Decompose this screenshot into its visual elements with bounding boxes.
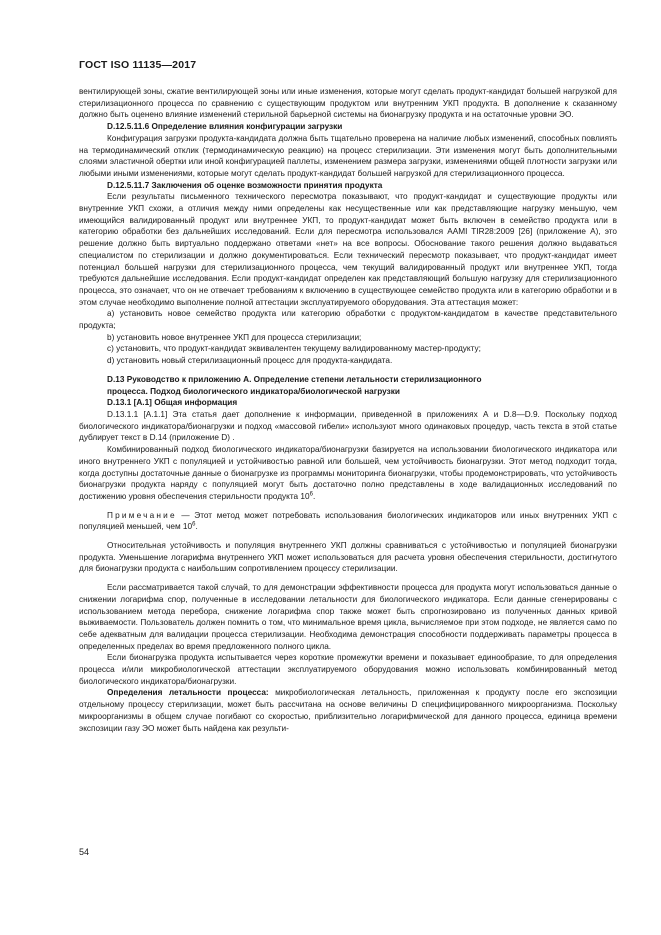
chapter-heading-line2: процесса. Подход биологического индикатора/биологической нагрузки (107, 386, 400, 396)
paragraph: D.13.1.1 [A.1.1] Эта статья дает дополнение к информации, приведенной в приложениях А и D.8—D.9. Поскольку подход биологического индикатора/бионагрузки и подход «массовой гибели» используют много одинаковых процедур, часть текста в этой статье дублирует текст в D.14 (приложение D) . (79, 409, 617, 443)
paragraph-text: микробиологическая летальность, приложенная к продукту после его экспозиции отдельному процессу стерилизации, может быть рассчитана на основе величины D специфицированного микроорганизма. Поскольку микроорганизмы в общем случае погибают со скоростью, приблизительно логарифмической для данного процесса, единица времени экспозиции газу ЭО может быть найдена как результи- (79, 688, 617, 733)
section-heading: D.12.5.11.6 Определение влияния конфигурации загрузки (107, 122, 343, 132)
paragraph (79, 687, 617, 734)
list-item: c) установить, что продукт-кандидат эквивалентен текущему валидированному мастер-продукту; (107, 344, 481, 354)
note-text: — Этот метод может потребовать использования биологических индикаторов или иных внутренних УКП с популяцией меньшей, чем 10 (79, 510, 617, 532)
list-item: а) установить новое семейство продукта или категорию обработки с продуктом-кандидатом в качестве представительного продукта; (79, 309, 617, 331)
paragraph: Если результаты письменного технического пересмотра показывают, что продукт-кандидат и существующие продукты или внутренние УКП схожи, а отличия между ними определены как несущественные или как представляющие нагрузку меньшую, чем имеющийся валидированный продукт или внутреннее УКП, то продукт-кандидат может быть включен в семейство продукта или в категорию обработки без дальнейших исследований. Если для пересмотра использовался AAMI TIR28:2009 [26] (приложение А), это решение должно быть виртуально поддержано ответами «нет» на все вопросы. Обоснование такого решения должно выдаваться специалистом по стерилизации и должно документироваться. Если технический пересмотр показывает, что продукт-кандидат имеет потенциал большей нагрузки для стерилизационного процесса, чем текущий валидированный продукт или внутреннее УКП, тогда требуются дальнейшие исследования. Если продукт-кандидат определен как представляющий большую нагрузку для стерилизационного процесса, это означает, что он не отвечает требованиям к включению в существующее семейство продукта или в категорию обработки и в этом случае необходимо выполнение полной аттестации эксплуатируемого оборудования. Эта аттестация может: (79, 192, 617, 307)
note (79, 510, 617, 533)
list-item: d) установить новый стерилизационный процесс для продукта-кандидата. (107, 356, 393, 366)
list-item: b) установить новое внутреннее УКП для процесса стерилизации; (107, 332, 362, 342)
page-number: 54 (79, 847, 90, 857)
chapter-heading-line1: D.13 Руководство к приложению А. Определение степени летальности стерилизационного (107, 374, 482, 384)
page-content (79, 86, 617, 734)
note-label: Примечание (107, 510, 177, 520)
paragraph: Относительная устойчивость и популяция внутреннего УКП должны сравниваться с устойчивостью и популяцией бионагрузки продукта. Уменьшение логарифма внутреннего УКП может использоваться для расчета уровня обеспечения стерильности, достигнутого для бионагрузки продукта с наибольшим сопротивлением процессу стерилизации. (79, 541, 617, 574)
paragraph: Если бионагрузка продукта испытывается через короткие промежутки времени и показывает единообразие, то для определения процесса и/или микробиологической аттестации эксплуатируемого оборудования можно использовать комбинированный метод биологического индикатора/бионагрузки. (79, 653, 617, 686)
note-end: . (195, 522, 198, 532)
exponent: 6 (309, 491, 313, 498)
exponent: 6 (192, 521, 196, 528)
paragraph: Если рассматривается такой случай, то для демонстрации эффективности процесса для продукта могут использоваться данные о снижении логарифма спор, полученные в исследовании летальности для биологического индикатора. Если данные сгенерированы с использованием метода перебора, снижение логарифма спор также может быть спрогнозировано из полученных данных кривой выживаемости. Пользователь должен помнить о том, что минимальное время цикла, вычисляемое при этом подходе, не является само по себе адекватным для валидации процесса стерилизации. Необходима демонстрация способности поддерживать параметры процесса в определенных пределах во время предложенного полного цикла. (79, 583, 617, 651)
paragraph-end: . (312, 491, 316, 501)
paragraph-text: Комбинированный подход биологического индикатора/бионагрузки базируется на использовании биологического индикатора или иного внутреннего УКП с популяцией и устойчивостью равной или большей, чем устойчивость бионагрузки. Этот метод подходит тогда, когда доступны достаточные данные о бионагрузке из программы мониторинга бионагрузки, чтобы продемонстрировать, что устойчивость бионагрузки продукта наряду с популяцией могут быть достаточно полно представлены в ходе валидационных исследований по достижению уровня обеспечения стерильности продукта 10 (79, 445, 617, 501)
term-bold: Определения летальности процесса: (107, 688, 269, 698)
paragraph: Конфигурация загрузки продукта-кандидата должна быть тщательно проверена на наличие любых изменений, способных повлиять на термодинамический отклик (термодинамическую реакцию) на процесс стерилизации. Эти изменения могут быть дополнительными слоями эластичной обертки или иной конфигурацией паллеты, изменением размера загрузки, изменениями общей плотности загрузки или любыми иными изменениями, которые могут сделать продукт-кандидат большей нагрузкой для стерилизационного процесса. (79, 133, 617, 178)
section-heading: D.12.5.11.7 Заключения об оценке возможности принятия продукта (107, 180, 383, 190)
subsection-heading: D.13.1 [A.1] Общая информация (107, 398, 238, 408)
paragraph: вентилирующей зоны, сжатие вентилирующей зоны или иные изменения, которые могут сделать продукт-кандидат большей нагрузкой для стерилизационного процесса по сравнению с существующим продуктом или внутренним УКП продукта. В дополнение к сказанному должно быть оценено влияние изменений стерильной барьерной системы на бионагрузку продукта и на остаточные уровни ЭО. (79, 87, 617, 120)
standard-header: ГОСТ ISO 11135—2017 (79, 59, 197, 71)
paragraph (79, 444, 617, 503)
